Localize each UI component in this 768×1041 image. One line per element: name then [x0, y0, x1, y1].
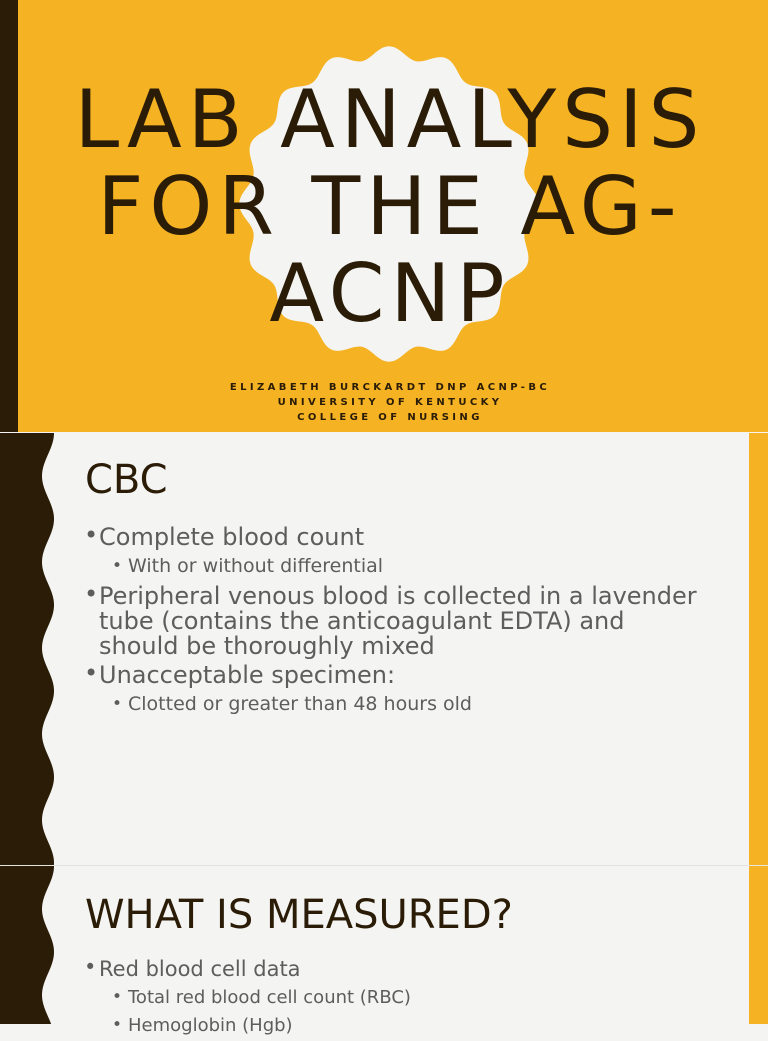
college-name: COLLEGE OF NURSING	[297, 412, 483, 423]
sub-bullet-item: • Clotted or greater than 48 hours old	[84, 692, 708, 716]
cbc-slide	[0, 433, 768, 865]
left-accent-bar	[0, 0, 18, 432]
bullet-item: • Red blood cell data	[84, 956, 708, 982]
wavy-left-border	[0, 433, 60, 865]
bullet-list	[84, 956, 708, 1041]
title-line-2: FOR THE AG-	[97, 160, 683, 253]
slide-heading: WHAT IS MEASURED?	[85, 892, 513, 938]
title-line-3: ACNP	[269, 247, 511, 340]
title-slide	[0, 0, 768, 432]
bullet-list	[84, 525, 708, 722]
author-name: ELIZABETH BURCKARDT DNP ACNP-BC	[229, 382, 551, 393]
slide-title	[30, 73, 750, 340]
slide-subtitle	[100, 380, 680, 425]
bullet-item: • Peripheral venous blood is collected in a lavender tube (contains the anticoagulant EDTA) and should be thoroughly mixed	[84, 584, 708, 659]
what-is-measured-slide	[0, 866, 768, 1036]
sub-bullet-item: • Hemoglobin (Hgb)	[84, 1013, 708, 1038]
wavy-left-border	[0, 866, 60, 1024]
sub-bullet-item: • Total red blood cell count (RBC)	[84, 985, 708, 1010]
slide-heading: CBC	[85, 457, 168, 503]
right-accent-strip	[749, 433, 768, 865]
bullet-item: • Unacceptable specimen:	[84, 663, 708, 688]
right-accent-strip	[749, 866, 768, 1024]
university-name: UNIVERSITY OF KENTUCKY	[277, 397, 503, 408]
bullet-item: • Complete blood count	[84, 525, 708, 550]
sub-bullet-item: • With or without differential	[84, 554, 708, 578]
title-line-1: LAB ANALYSIS	[74, 73, 706, 166]
